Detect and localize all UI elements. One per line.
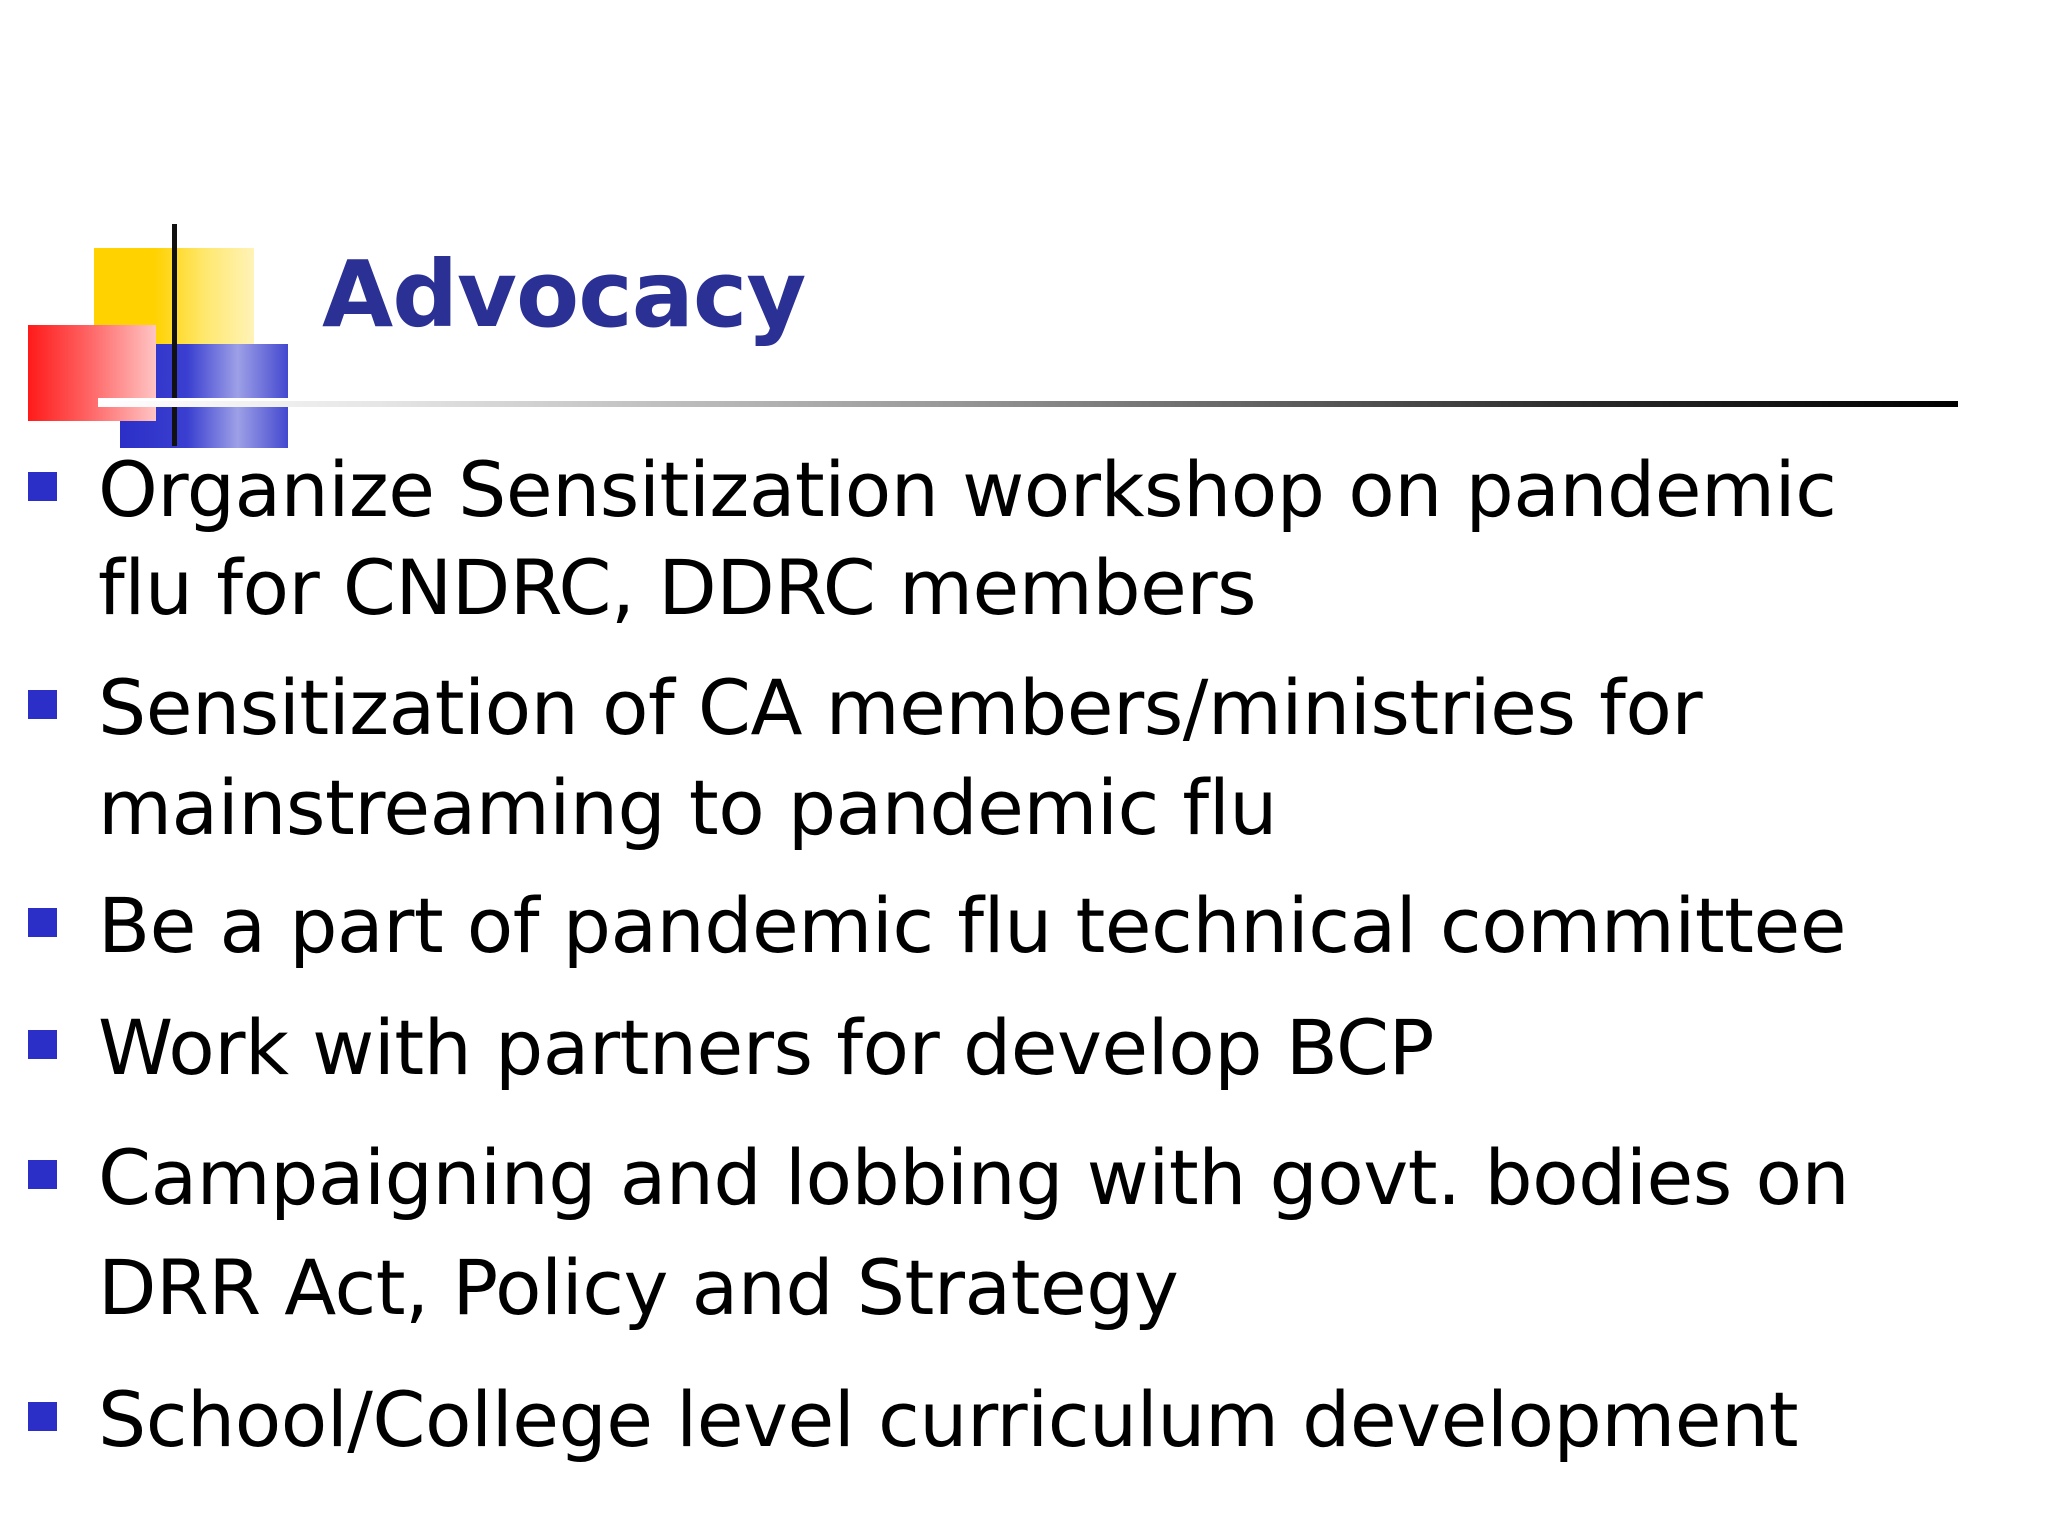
bullet-line: Work with partners for develop BCP [98, 1003, 1434, 1092]
bullet-line: flu for CNDRC, DDRC members [98, 543, 1257, 632]
slide-title: Advocacy [322, 241, 806, 348]
square-bullet-icon [28, 472, 57, 501]
bullet-line: DRR Act, Policy and Strategy [98, 1243, 1179, 1332]
bullet-line: Sensitization of CA members/ministries for [98, 663, 1703, 752]
bullet-line: mainstreaming to pandemic flu [98, 763, 1277, 852]
bullet-line: Organize Sensitization workshop on pandemic [98, 445, 1837, 534]
square-bullet-icon [28, 1030, 57, 1059]
square-bullet-icon [28, 908, 57, 937]
bullet-line: Be a part of pandemic flu technical committee [98, 881, 1846, 970]
bullet-line: School/College level curriculum development [98, 1375, 1799, 1464]
logo-vertical-line [172, 224, 177, 446]
square-bullet-icon [28, 1160, 57, 1189]
square-bullet-icon [28, 690, 57, 719]
bullet-line: Campaigning and lobbing with govt. bodies on [98, 1133, 1850, 1222]
square-bullet-icon [28, 1402, 57, 1431]
title-underline-rule [98, 401, 1958, 407]
